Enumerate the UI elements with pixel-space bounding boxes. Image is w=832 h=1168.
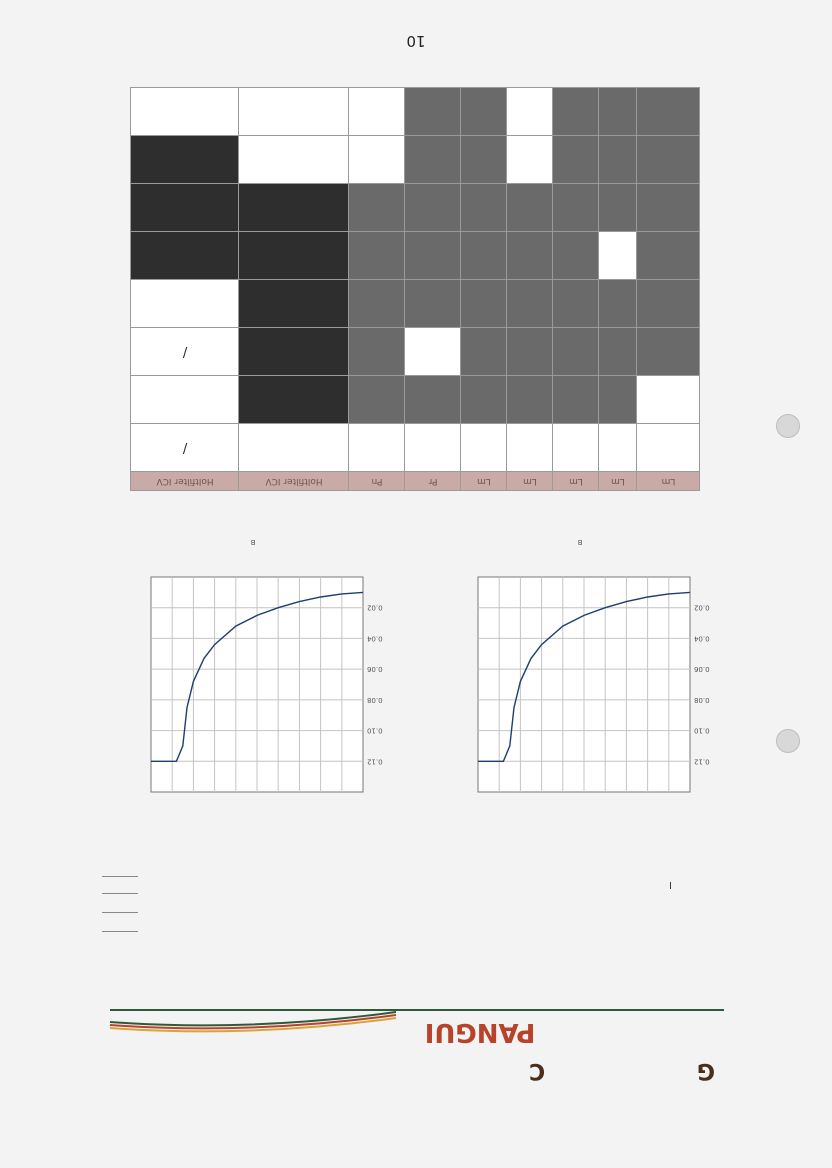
table-cell (461, 424, 507, 472)
y-tick-label: 0.10 (367, 726, 383, 735)
table-header-cell: Lm (599, 472, 637, 491)
table-cell (599, 376, 637, 424)
legend-line (102, 876, 138, 877)
table-cell (405, 376, 461, 424)
page-number: 10 (406, 32, 426, 50)
y-tick-label: 0.08 (694, 695, 710, 704)
table-cell (461, 328, 507, 376)
punch-hole-top (776, 414, 800, 438)
table-cell (239, 232, 349, 280)
table-cell (507, 184, 553, 232)
table-cell (553, 376, 599, 424)
y-tick-label: 0.02 (694, 603, 710, 612)
table-header-cell: Pn (349, 472, 405, 491)
table-cell (507, 280, 553, 328)
table-cell (553, 280, 599, 328)
table-header-cell: Pr (405, 472, 461, 491)
chart-right (455, 538, 710, 800)
table-cell (553, 184, 599, 232)
table-cell (405, 88, 461, 136)
table-cell (131, 232, 239, 280)
table-row (131, 280, 700, 328)
table-cell (131, 376, 239, 424)
y-tick-label: 0.04 (694, 634, 710, 643)
table-row (131, 136, 700, 184)
table-row (131, 88, 700, 136)
brand-letter-c: C (528, 1058, 546, 1083)
table-cell (599, 184, 637, 232)
table-cell (239, 184, 349, 232)
table-cell (637, 424, 700, 472)
table-cell (405, 280, 461, 328)
table-cell: / (131, 328, 239, 376)
table-cell (637, 376, 700, 424)
y-tick-label: 0.02 (367, 603, 383, 612)
table-cell (553, 136, 599, 184)
table-cell (349, 328, 405, 376)
table-cell (239, 328, 349, 376)
data-table (130, 87, 700, 491)
table-cell (131, 280, 239, 328)
table-cell (599, 232, 637, 280)
table-cell (239, 424, 349, 472)
brand-letter-g: G (696, 1058, 716, 1083)
legend-marker: I (669, 879, 672, 890)
y-tick-label: 0.06 (367, 665, 383, 674)
table-cell (599, 328, 637, 376)
table-cell (507, 88, 553, 136)
y-tick-label: 0.12 (367, 757, 383, 766)
table-cell (553, 232, 599, 280)
table-row (131, 328, 700, 376)
chart-title: B (577, 538, 583, 546)
chart-left-plot (128, 568, 383, 800)
legend-line (102, 912, 138, 913)
table-row (131, 232, 700, 280)
table-header-cell: Holtfilter ICV (239, 472, 349, 491)
table-cell (405, 136, 461, 184)
pangui-logo (398, 1012, 563, 1056)
y-tick-label: 0.06 (694, 665, 710, 674)
table-cell (637, 136, 700, 184)
table-cell (349, 184, 405, 232)
table-header-row (131, 472, 700, 491)
table-cell (599, 88, 637, 136)
legend-line (102, 893, 138, 894)
table-cell (405, 424, 461, 472)
table-header-cell: Lm (507, 472, 553, 491)
table-cell (405, 184, 461, 232)
table-cell (507, 376, 553, 424)
chart-left (128, 538, 383, 800)
table-cell (349, 136, 405, 184)
table-cell (239, 136, 349, 184)
table-cell (599, 136, 637, 184)
table-header-cell: Lm (637, 472, 700, 491)
table-cell (349, 232, 405, 280)
table-cell (553, 328, 599, 376)
table-cell (553, 424, 599, 472)
table-cell (637, 184, 700, 232)
table-cell (637, 328, 700, 376)
y-tick-label: 0.12 (694, 757, 710, 766)
chart-title: B (250, 538, 256, 546)
table-cell (349, 376, 405, 424)
table-cell (131, 88, 239, 136)
y-tick-label: 0.04 (367, 634, 383, 643)
table-cell (405, 232, 461, 280)
table-cell (637, 88, 700, 136)
plot-area (151, 577, 383, 792)
table-cell (637, 280, 700, 328)
table-cell (349, 424, 405, 472)
table-cell (349, 280, 405, 328)
table-cell (461, 232, 507, 280)
table-cell (239, 280, 349, 328)
table-cell (599, 280, 637, 328)
footer-swoosh (108, 1010, 398, 1040)
table-header-cell: Holtfilter ICV (131, 472, 239, 491)
table-cell (349, 88, 405, 136)
table-cell (461, 88, 507, 136)
table-header-cell: Lm (461, 472, 507, 491)
table-row (131, 424, 700, 472)
table-cell (553, 88, 599, 136)
table-cell (461, 184, 507, 232)
table-cell (507, 424, 553, 472)
table-cell (461, 136, 507, 184)
table-row (131, 376, 700, 424)
punch-hole-bottom (776, 729, 800, 753)
table-cell (461, 376, 507, 424)
table-header-cell: Lm (553, 472, 599, 491)
table-cell (599, 424, 637, 472)
table-cell (131, 184, 239, 232)
table-cell (239, 376, 349, 424)
y-tick-label: 0.08 (367, 695, 383, 704)
table-cell (637, 232, 700, 280)
table-cell (507, 136, 553, 184)
legend-line (102, 931, 138, 932)
table-cell (507, 232, 553, 280)
svg-text:PANGUI: PANGUI (424, 1017, 536, 1047)
table-cell (507, 328, 553, 376)
footer-small-text (130, 1063, 610, 1075)
table-cell: / (131, 424, 239, 472)
chart-right-plot (455, 568, 710, 800)
plot-area (478, 577, 710, 792)
table-cell (131, 136, 239, 184)
table-cell (461, 280, 507, 328)
table-cell (405, 328, 461, 376)
table-row (131, 184, 700, 232)
y-tick-label: 0.10 (694, 726, 710, 735)
table-cell (239, 88, 349, 136)
